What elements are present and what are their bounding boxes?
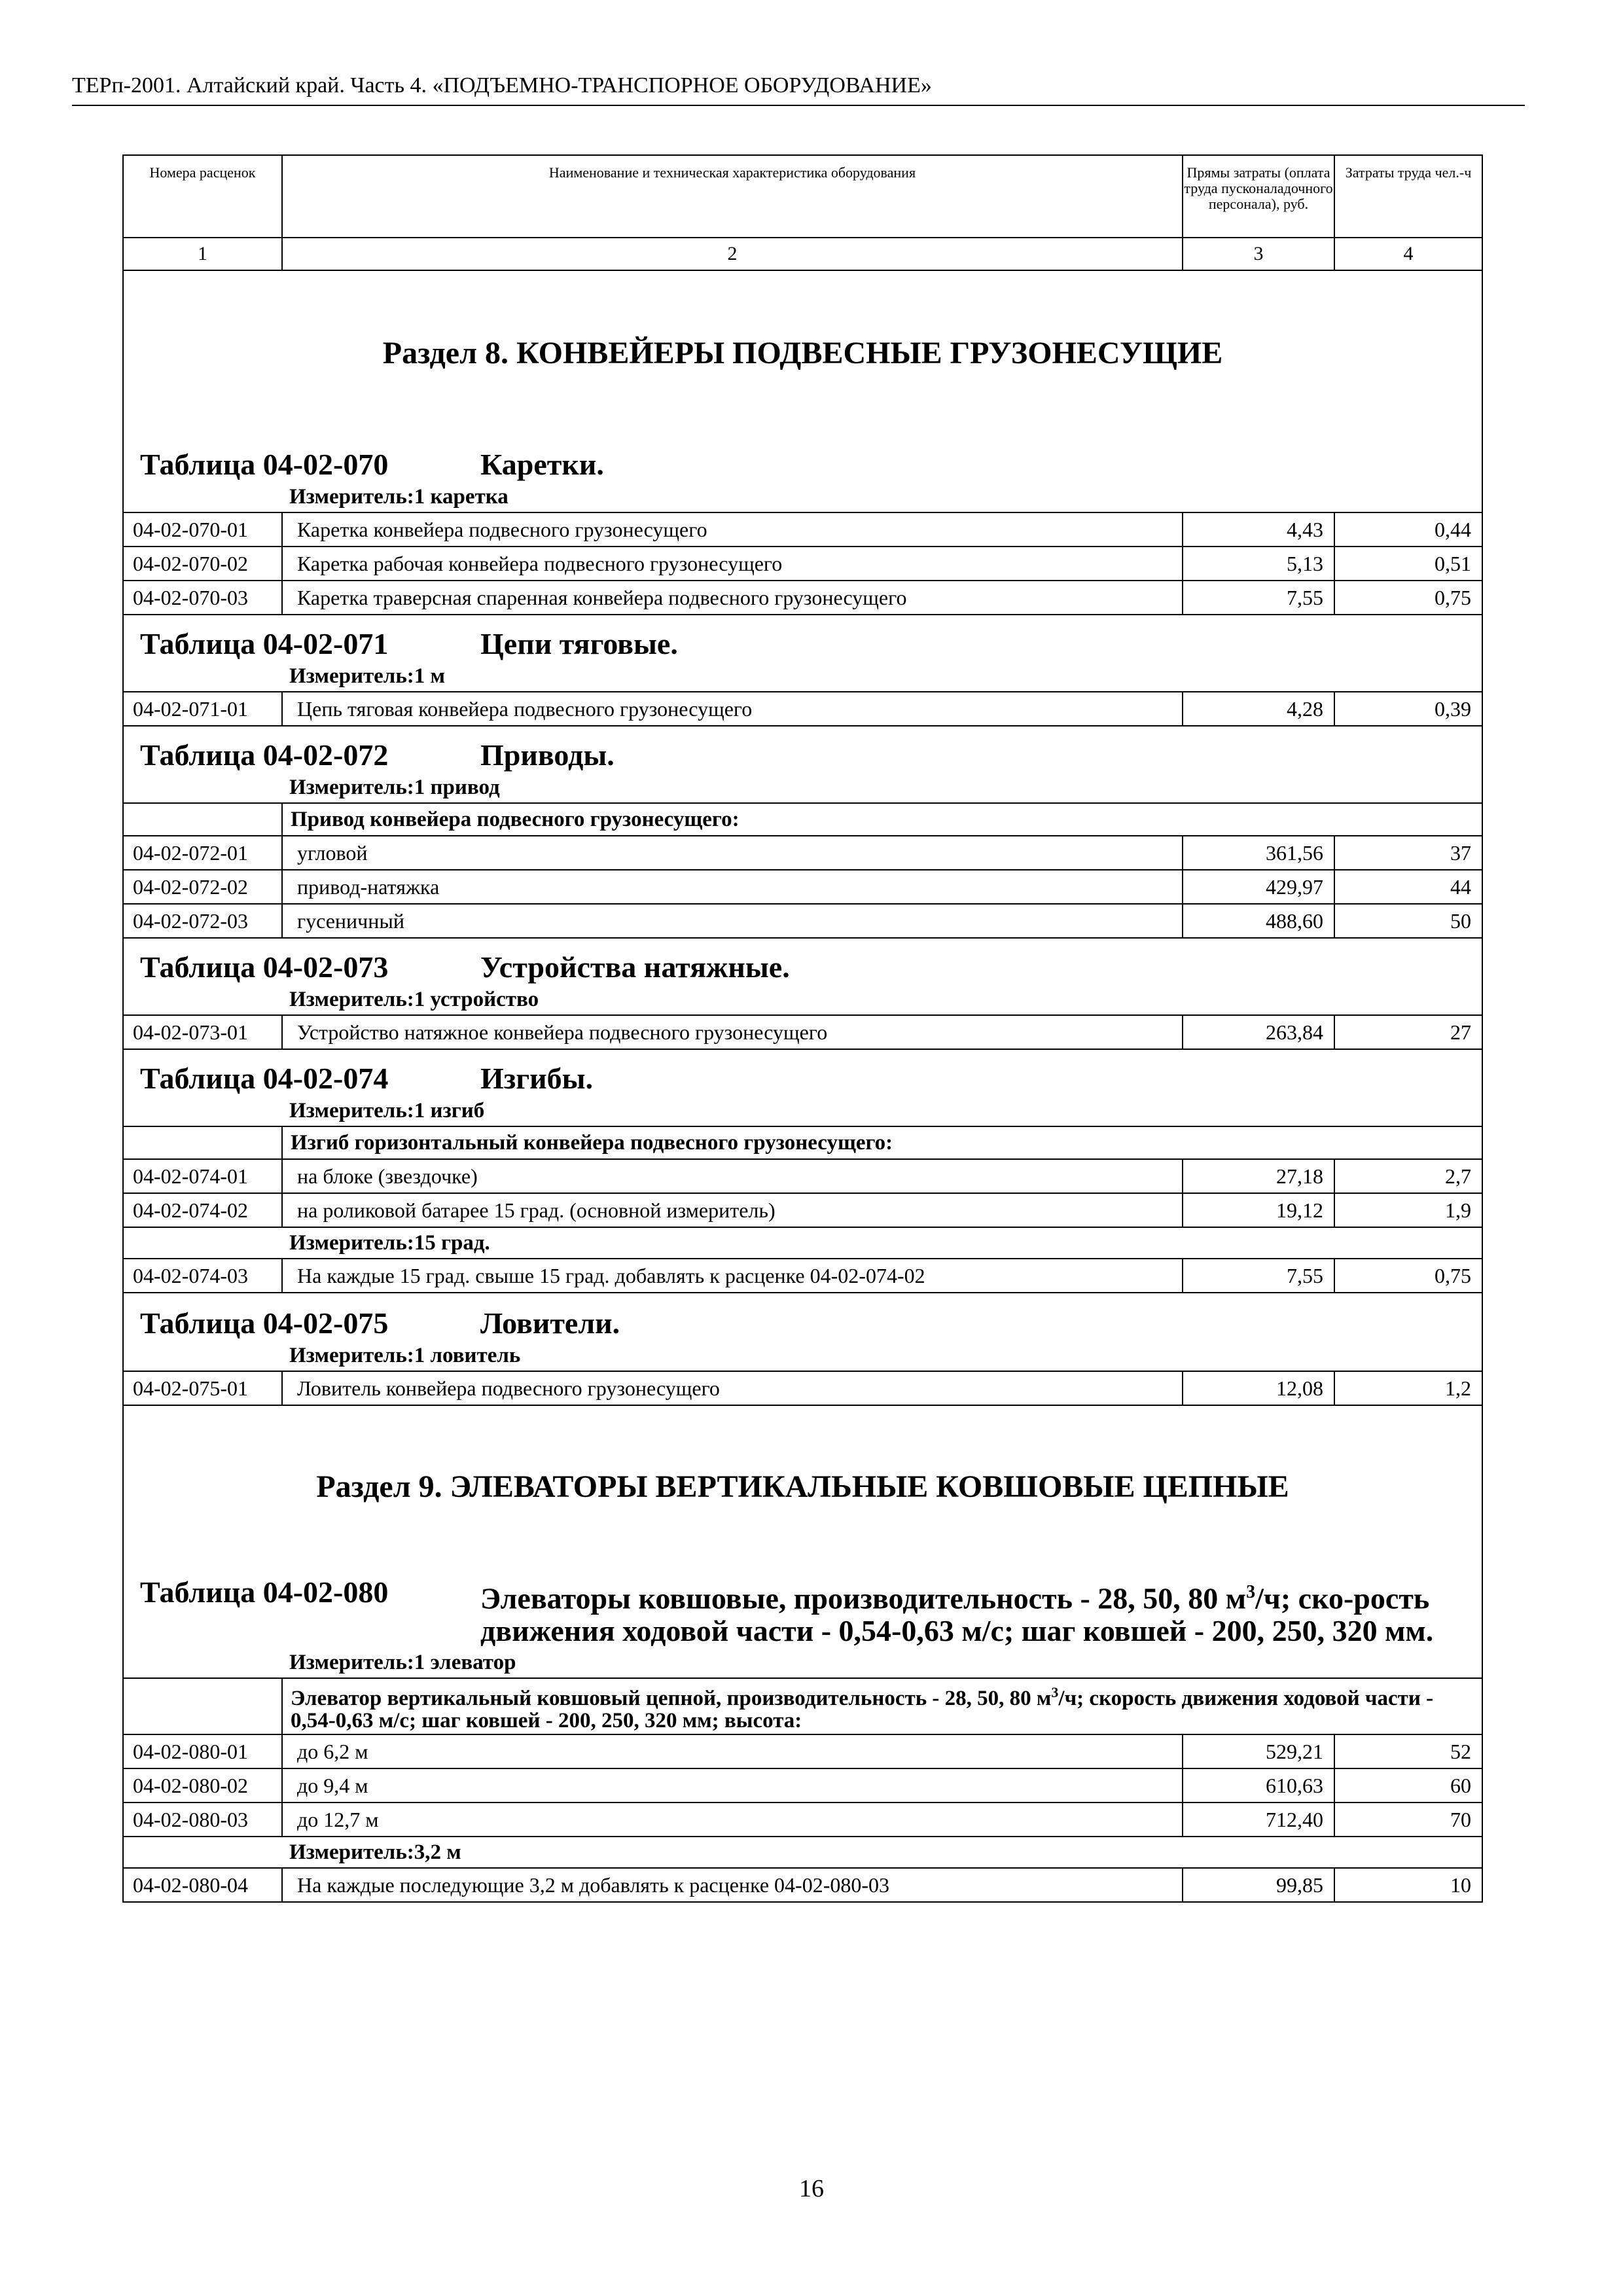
rate-code: 04-02-080-04 — [123, 1868, 282, 1902]
col-header-name: Наименование и техническая характеристика оборудования — [282, 155, 1183, 238]
section-8-block — [123, 270, 1482, 442]
section-9-block — [123, 1405, 1482, 1576]
rate-name: на блоке (звездочке) — [282, 1159, 1183, 1193]
rate-name: угловой — [282, 836, 1183, 870]
rate-cost: 4,43 — [1183, 512, 1334, 547]
table-id: Таблица 04-02-074 — [140, 1062, 389, 1095]
rate-name: до 12,7 м — [282, 1803, 1183, 1837]
table-row — [123, 1371, 1482, 1405]
measure-unit: Измеритель:1 каретка — [289, 485, 508, 509]
rate-cost: 712,40 — [1183, 1803, 1334, 1837]
rate-labor: 44 — [1334, 870, 1482, 904]
table-row — [123, 870, 1482, 904]
col-header-cost: Прямы затраты (оплата труда пусконаладочного персонала), руб. — [1183, 155, 1334, 238]
table-row — [123, 904, 1482, 938]
rate-name: Ловитель конвейера подвесного грузонесущего — [282, 1371, 1183, 1405]
table-name: Элеваторы ковшовые, производительность - 28, 50, 80 $м^3/ч$; ско-рость движения ходовой части - 0,54-0,63 м/с; шаг ковшей - 200, 250, 320 мм. — [480, 1581, 1434, 1648]
col-number: 3 — [1183, 238, 1334, 270]
rate-code: 04-02-070-02 — [123, 547, 282, 581]
rate-cost: 7,55 — [1183, 581, 1334, 615]
rate-cost: 12,08 — [1183, 1371, 1334, 1405]
rate-name: до 6,2 м — [282, 1734, 1183, 1768]
rate-name: привод-натяжка — [282, 870, 1183, 904]
table-name: Ловители. — [480, 1306, 620, 1340]
table-heading-073 — [123, 938, 1482, 984]
col-number: 2 — [282, 238, 1183, 270]
table-row — [123, 547, 1482, 581]
table-row — [123, 1159, 1482, 1193]
rate-labor: 0,51 — [1334, 547, 1482, 581]
rate-code: 04-02-074-02 — [123, 1193, 282, 1227]
rate-labor: 27 — [1334, 1015, 1482, 1049]
rate-code: 04-02-080-03 — [123, 1803, 282, 1837]
rate-labor: 52 — [1334, 1734, 1482, 1768]
rate-cost: 4,28 — [1183, 692, 1334, 726]
rate-code: 04-02-073-01 — [123, 1015, 282, 1049]
table-row — [123, 1015, 1482, 1049]
measure-unit: Измеритель:1 ловитель — [289, 1344, 521, 1367]
table-heading-070 — [123, 442, 1482, 482]
rate-labor: 10 — [1334, 1868, 1482, 1902]
rate-code: 04-02-072-03 — [123, 904, 282, 938]
table-id: Таблица 04-02-070 — [140, 448, 389, 481]
rate-name: Цепь тяговая конвейера подвесного грузонесущего — [282, 692, 1183, 726]
section-title: Раздел 8. КОНВЕЙЕРЫ ПОДВЕСНЫЕ ГРУЗОНЕСУЩИЕ — [382, 336, 1223, 370]
subheading-row — [123, 1678, 1482, 1734]
rate-cost: 19,12 — [1183, 1193, 1334, 1227]
measure-unit: Измеритель:3,2 м — [289, 1840, 461, 1865]
measure-unit: Измеритель:1 привод — [289, 776, 500, 799]
rate-code: 04-02-072-01 — [123, 836, 282, 870]
table-row — [123, 692, 1482, 726]
rate-cost: 7,55 — [1183, 1259, 1334, 1293]
rate-code: 04-02-070-03 — [123, 581, 282, 615]
rate-code: 04-02-071-01 — [123, 692, 282, 726]
rate-cost: 27,18 — [1183, 1159, 1334, 1193]
rate-code: 04-02-075-01 — [123, 1371, 282, 1405]
table-name: Цепи тяговые. — [480, 627, 678, 660]
rate-code: 04-02-070-01 — [123, 512, 282, 547]
rate-cost: 361,56 — [1183, 836, 1334, 870]
subheading: Привод конвейера подвесного грузонесущего: — [282, 803, 1482, 836]
rate-labor: 50 — [1334, 904, 1482, 938]
table-heading-080 — [123, 1576, 1482, 1647]
table-row — [123, 1768, 1482, 1803]
rate-name: Каретка рабочая конвейера подвесного грузонесущего — [282, 547, 1183, 581]
measure-unit: Измеритель:1 м — [289, 664, 445, 688]
col-header-codes: Номера расценок — [123, 155, 282, 238]
rate-labor: 0,75 — [1334, 581, 1482, 615]
rate-code: 04-02-080-02 — [123, 1768, 282, 1803]
rate-labor: 1,9 — [1334, 1193, 1482, 1227]
table-row — [123, 581, 1482, 615]
table-id: Таблица 04-02-072 — [140, 738, 389, 772]
col-number: 4 — [1334, 238, 1482, 270]
rate-name: На каждые 15 град. свыше 15 град. добавлять к расценке 04-02-074-02 — [282, 1259, 1183, 1293]
rate-name: гусеничный — [282, 904, 1183, 938]
rate-cost: 529,21 — [1183, 1734, 1334, 1768]
table-row — [123, 1734, 1482, 1768]
rate-name: Каретка конвейера подвесного грузонесущего — [282, 512, 1183, 547]
table-row — [123, 1803, 1482, 1837]
rate-code: 04-02-074-03 — [123, 1259, 282, 1293]
rate-code: 04-02-080-01 — [123, 1734, 282, 1768]
measure-unit: Измеритель:1 устройство — [289, 988, 539, 1011]
rate-labor: 0,39 — [1334, 692, 1482, 726]
rate-cost: 5,13 — [1183, 547, 1334, 581]
rate-code: 04-02-074-01 — [123, 1159, 282, 1193]
rate-name: на роликовой батарее 15 град. (основной измеритель) — [282, 1193, 1183, 1227]
header-rule — [72, 105, 1525, 106]
subheading-row — [123, 803, 1482, 836]
rate-cost: 99,85 — [1183, 1868, 1334, 1902]
measure-unit: Измеритель:1 изгиб — [289, 1099, 485, 1122]
table-heading-074 — [123, 1049, 1482, 1096]
table-name: Приводы. — [480, 738, 615, 772]
rate-cost: 610,63 — [1183, 1768, 1334, 1803]
col-number: 1 — [123, 238, 282, 270]
rate-cost: 488,60 — [1183, 904, 1334, 938]
table-id: Таблица 04-02-080 — [140, 1575, 389, 1609]
rate-code: 04-02-072-02 — [123, 870, 282, 904]
subheading: Элеватор вертикальный ковшовый цепной, производительность - 28, 50, 80 $м^3/ч$; скорость движения ходовой части - 0,54-0,63 м/с; шаг ковшей - 200, 250, 320 мм; высота: — [282, 1678, 1482, 1734]
table-id: Таблица 04-02-075 — [140, 1306, 389, 1340]
table-heading-075 — [123, 1293, 1482, 1340]
section-title: Раздел 9. ЭЛЕВАТОРЫ ВЕРТИКАЛЬНЫЕ КОВШОВЫЕ ЦЕПНЫЕ — [316, 1469, 1289, 1504]
rate-cost: 429,97 — [1183, 870, 1334, 904]
rate-labor: 0,75 — [1334, 1259, 1482, 1293]
rate-labor: 60 — [1334, 1768, 1482, 1803]
col-header-labor: Затраты труда чел.-ч — [1334, 155, 1482, 238]
rate-labor: 2,7 — [1334, 1159, 1482, 1193]
rate-cost: 263,84 — [1183, 1015, 1334, 1049]
table-row — [123, 1193, 1482, 1227]
rate-labor: 1,2 — [1334, 1371, 1482, 1405]
table-row — [123, 1259, 1482, 1293]
table-row — [123, 836, 1482, 870]
rate-labor: 70 — [1334, 1803, 1482, 1837]
column-header-row — [123, 155, 1482, 238]
table-id: Таблица 04-02-071 — [140, 627, 389, 660]
table-heading-071 — [123, 615, 1482, 661]
subheading: Изгиб горизонтальный конвейера подвесного грузонесущего: — [282, 1126, 1482, 1159]
measure-unit: Измеритель:15 град. — [289, 1231, 490, 1255]
rates-table — [122, 154, 1483, 1903]
table-name: Устройства натяжные. — [480, 950, 790, 984]
column-number-row — [123, 238, 1482, 270]
table-heading-072 — [123, 726, 1482, 772]
rate-name: Устройство натяжное конвейера подвесного грузонесущего — [282, 1015, 1183, 1049]
rate-name: до 9,4 м — [282, 1768, 1183, 1803]
table-row — [123, 1868, 1482, 1902]
table-id: Таблица 04-02-073 — [140, 950, 389, 984]
table-name: Каретки. — [480, 448, 604, 481]
rate-name: На каждые последующие 3,2 м добавлять к расценке 04-02-080-03 — [282, 1868, 1183, 1902]
rate-labor: 37 — [1334, 836, 1482, 870]
page-header: ТЕРп-2001. Алтайский край. Часть 4. «ПОДЪЕМНО-ТРАНСПОРНОЕ ОБОРУДОВАНИЕ» — [72, 73, 932, 98]
rate-name: Каретка траверсная спаренная конвейера подвесного грузонесущего — [282, 581, 1183, 615]
subheading-row — [123, 1126, 1482, 1159]
table-name: Изгибы. — [480, 1062, 594, 1095]
page-number: 16 — [799, 2175, 824, 2202]
table-row — [123, 512, 1482, 547]
measure-unit: Измеритель:1 элеватор — [289, 1651, 516, 1675]
rate-labor: 0,44 — [1334, 512, 1482, 547]
